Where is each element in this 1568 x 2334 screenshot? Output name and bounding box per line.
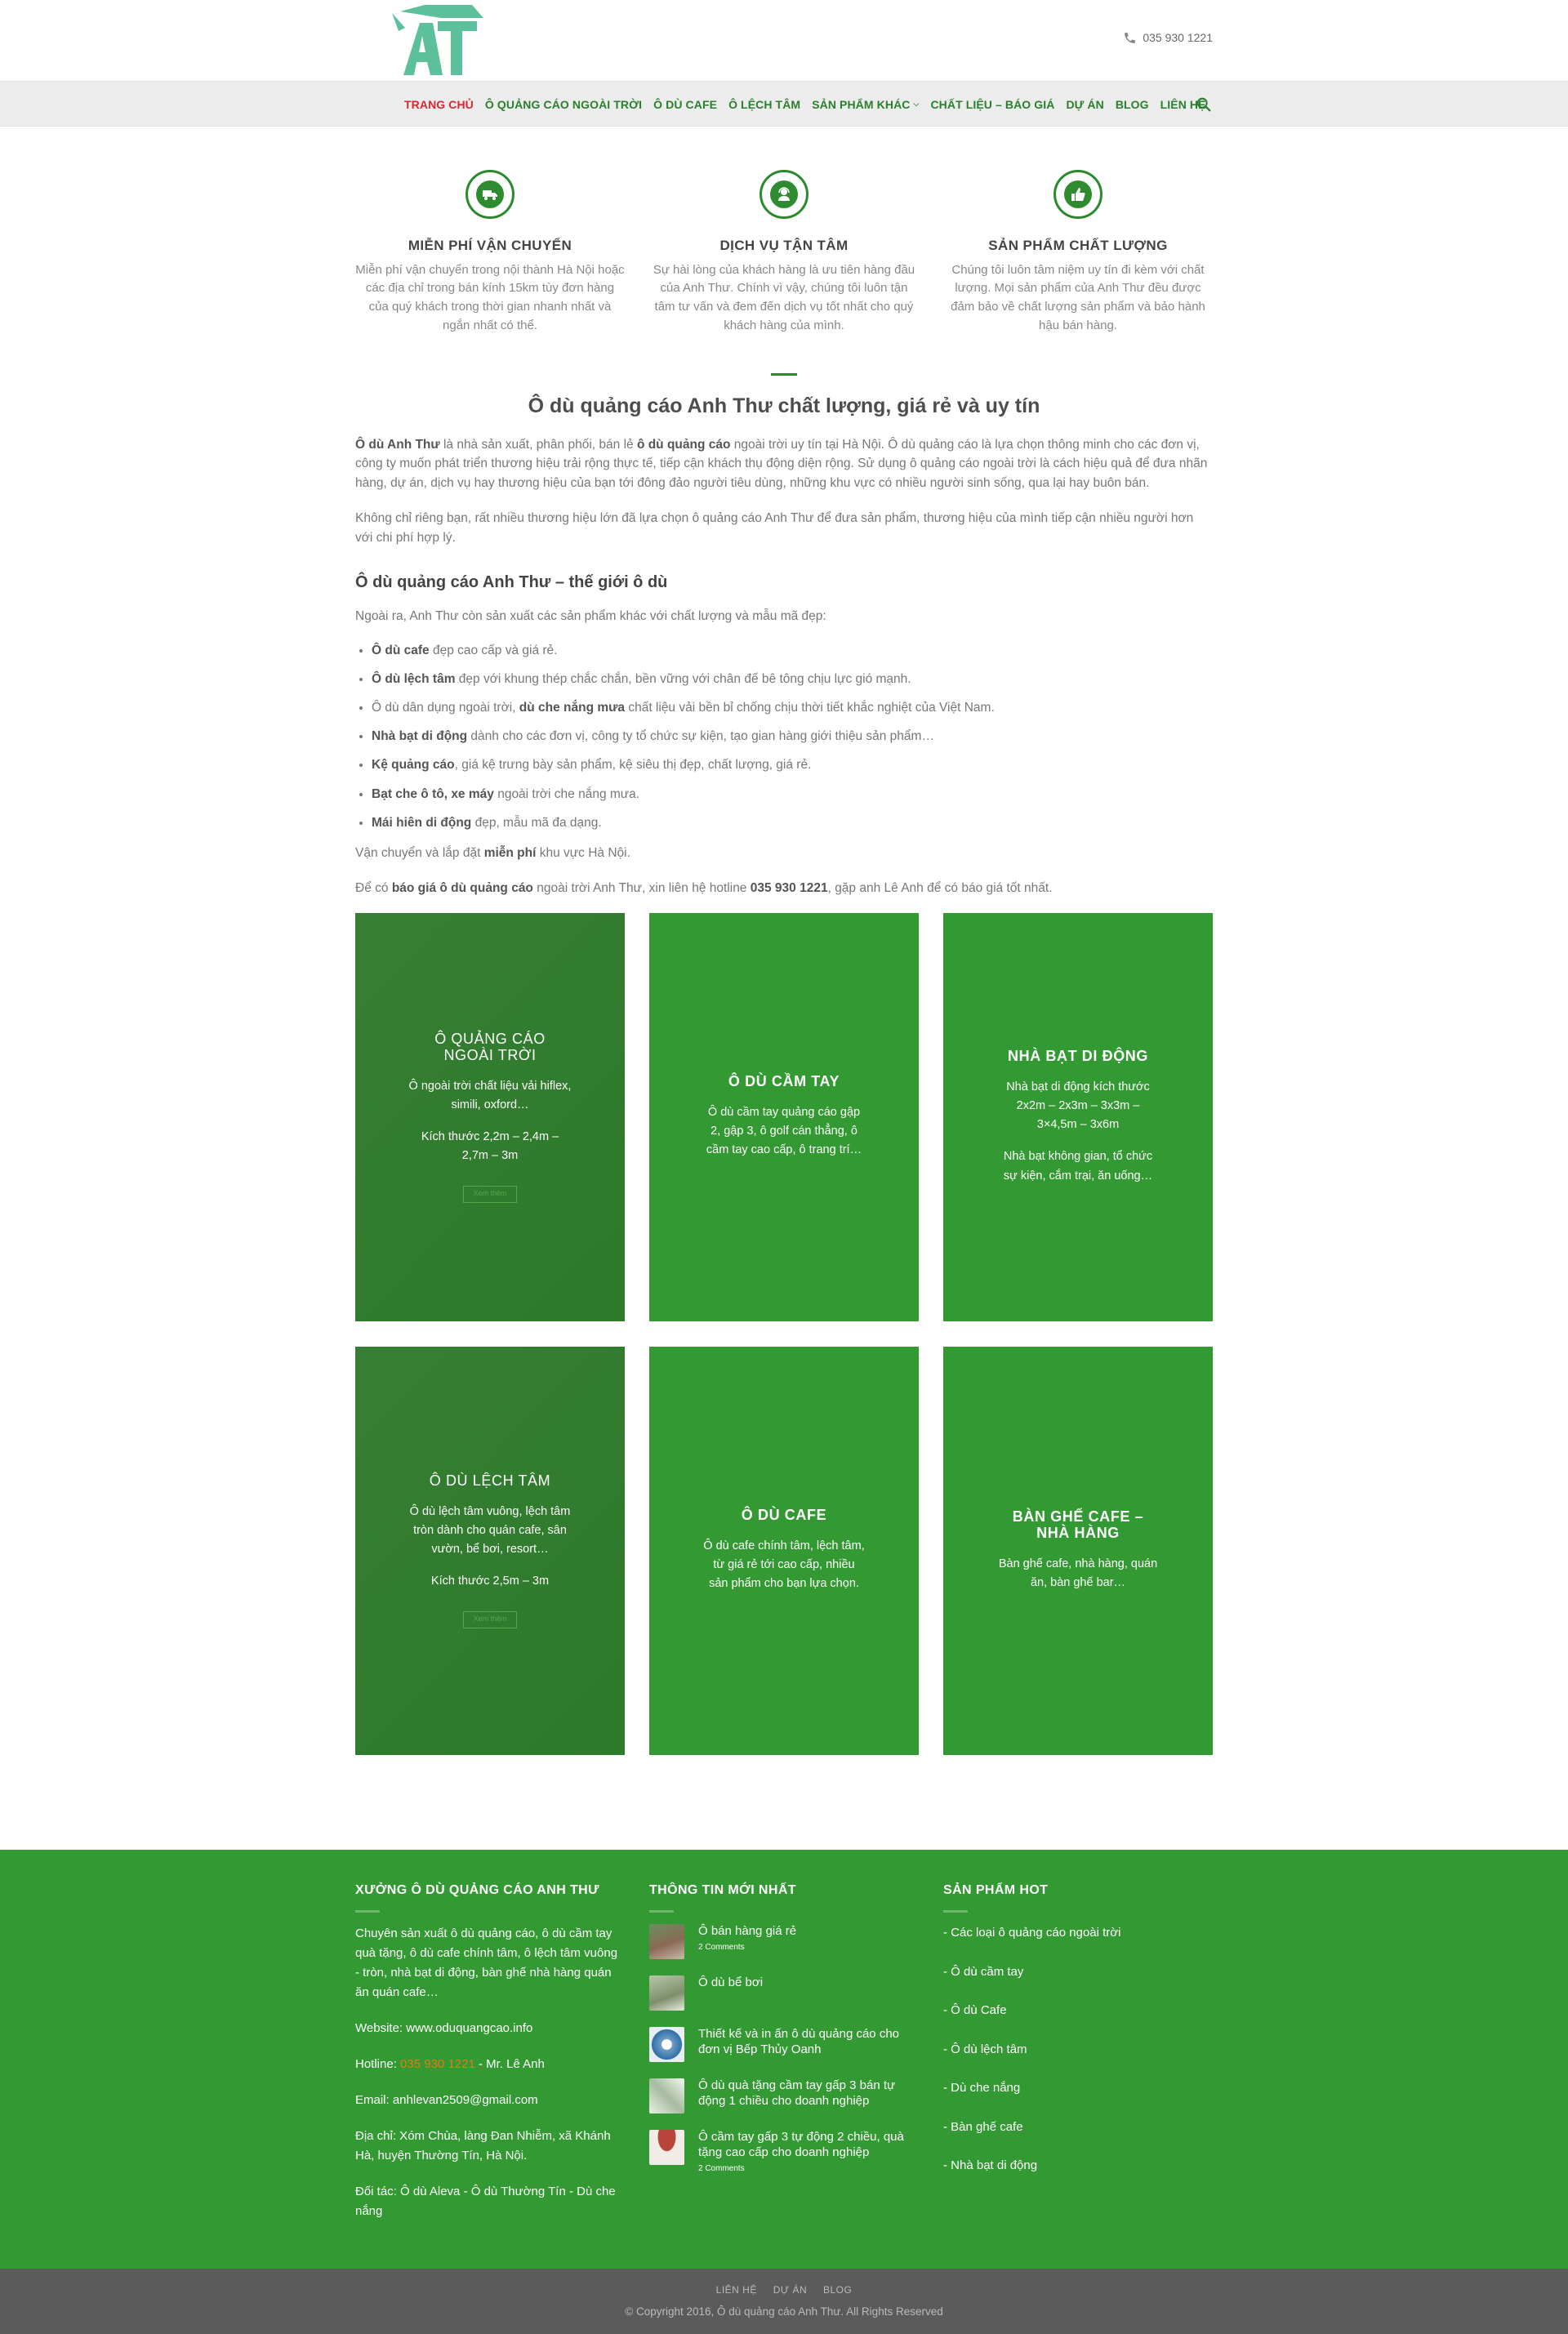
- nav-item-du-an[interactable]: DỰ ÁN: [1066, 97, 1104, 111]
- post-thumbnail[interactable]: [649, 1924, 684, 1959]
- search-icon[interactable]: [1195, 96, 1213, 114]
- footer-col-title: XƯỞNG Ô DÙ QUẢNG CÁO ANH THƯ: [355, 1883, 599, 1897]
- footer-link[interactable]: - Dù che nắng: [943, 2081, 1021, 2095]
- card-more-button[interactable]: Xem thêm: [463, 1186, 517, 1203]
- list-item-bold: Ô dù lệch tâm: [372, 671, 456, 686]
- card-title: Ô QUẢNG CÁO NGOÀI TRỜI: [434, 1031, 546, 1064]
- list-item: [372, 755, 1213, 775]
- feature-icon-circle: [466, 170, 514, 219]
- phone-number: 035 930 1221: [1143, 31, 1213, 44]
- nav-item-trang-chu[interactable]: TRANG CHỦ: [404, 97, 474, 111]
- footer-col-divider: [355, 1910, 380, 1913]
- footer-col-title: THÔNG TIN MỚI NHẤT: [649, 1883, 796, 1897]
- list-item-text: Ô dù dân dụng ngoài trời,: [372, 700, 519, 715]
- feature-icon-circle: [760, 170, 808, 219]
- bottom-bar: [0, 2269, 1568, 2334]
- list-item-bold: Nhà bạt di động: [372, 729, 468, 744]
- product-category-grid: [355, 913, 1213, 1755]
- footer-col-divider: [943, 1910, 968, 1913]
- post-thumbnail[interactable]: [649, 2027, 684, 2062]
- feature-title: MIỄN PHÍ VẬN CHUYỂN: [408, 238, 572, 253]
- post-comments: 2 Comments: [698, 2163, 745, 2173]
- card-text: Kích thước 2,5m – 3m: [430, 1575, 550, 1588]
- phone-icon: [1123, 31, 1137, 45]
- hotline-label: Hotline:: [355, 2057, 401, 2071]
- category-card-ban-ghe[interactable]: [943, 1347, 1213, 1755]
- footer-col-about: [355, 1881, 625, 2238]
- footer: [0, 1850, 1568, 2269]
- category-card-o-du-cam-tay[interactable]: [649, 913, 919, 1321]
- chevron-down-icon: ⌵: [913, 100, 920, 109]
- main-nav: [0, 81, 1568, 127]
- post-item[interactable]: [649, 2130, 919, 2175]
- post-title[interactable]: Ô cầm tay gấp 3 tự động 2 chiều, quà tặng cao cấp cho doanh nghiệp: [698, 2130, 904, 2159]
- card-text: Nhà bạt không gian, tổ chức sự kiện, cắm trại, ăn uống…: [1003, 1150, 1153, 1183]
- bottom-link-du-an[interactable]: DỰ ÁN: [773, 2284, 808, 2296]
- card-title: NHÀ BẠT DI ĐỘNG: [1008, 1048, 1148, 1065]
- header-phone[interactable]: [1123, 29, 1213, 47]
- post-item[interactable]: [649, 1924, 919, 1959]
- footer-col-hot-products: [943, 1881, 1213, 2238]
- features-row: [355, 127, 1213, 336]
- truck-icon: [482, 188, 498, 201]
- nav-item-o-quang-cao[interactable]: Ô QUẢNG CÁO NGOÀI TRỜI: [484, 97, 643, 111]
- article-paragraph: [355, 844, 1213, 863]
- footer-link[interactable]: - Ô dù lệch tâm: [943, 2042, 1027, 2056]
- card-title: Ô DÙ CAFE: [741, 1507, 827, 1524]
- list-item-text: dành cho các đơn vị, công ty tổ chức sự kiện, tạo gian hàng giới thiệu sản phẩm…: [467, 729, 934, 744]
- article-text: khu vực Hà Nội.: [536, 846, 630, 861]
- card-more-button[interactable]: Xem thêm: [463, 1611, 517, 1628]
- hotline-name: - Mr. Lê Anh: [474, 2057, 545, 2071]
- copyright: © Copyright 2016, Ô dù quảng cáo Anh Thư. All Rights Reserved: [625, 2305, 943, 2318]
- list-item: [372, 670, 1213, 689]
- feature-free-shipping: [355, 170, 625, 336]
- list-item-bold: Mái hiên di động: [372, 815, 472, 830]
- article-text: Vận chuyển và lắp đặt: [355, 846, 484, 861]
- customer-service-icon: [776, 186, 792, 203]
- list-item: [372, 813, 1213, 833]
- category-card-o-du-cafe[interactable]: [649, 1347, 919, 1755]
- page-title: Ô dù quảng cáo Anh Thư chất lượng, giá rẻ và uy tín: [528, 394, 1040, 418]
- footer-col-latest-posts: [649, 1881, 919, 2238]
- card-text: Ô ngoài trời chất liệu vải hiflex, simili, oxford…: [408, 1079, 572, 1111]
- article-paragraph: Ngoài ra, Anh Thư còn sản xuất các sản phẩm khác với chất lượng và mẫu mã đẹp:: [355, 608, 826, 623]
- category-card-o-quang-cao[interactable]: [355, 913, 625, 1321]
- footer-link[interactable]: - Các loại ô quảng cáo ngoài trời: [943, 1926, 1121, 1940]
- footer-link[interactable]: - Ô dù Cafe: [943, 2003, 1007, 2017]
- article-bold: báo giá ô dù quảng cáo: [391, 881, 533, 896]
- nav-item-blog[interactable]: BLOG: [1115, 97, 1149, 111]
- list-item: [372, 785, 1213, 804]
- post-item[interactable]: [649, 2078, 919, 2114]
- article-text: , gặp anh Lê Anh để có báo giá tốt nhất.: [827, 881, 1053, 896]
- feature-icon-circle: [1054, 170, 1102, 219]
- card-text: Bàn ghế cafe, nhà hàng, quán ăn, bàn ghế bar…: [998, 1557, 1158, 1589]
- article-text: là nhà sản xuất, phân phối, bán lẻ: [439, 437, 637, 452]
- footer-link[interactable]: - Bàn ghế cafe: [943, 2119, 1023, 2134]
- bottom-links: [0, 2283, 1568, 2297]
- post-comments: 2 Comments: [698, 1942, 745, 1952]
- hotline-number[interactable]: 035 930 1221: [400, 2057, 475, 2071]
- list-item-bold: Kệ quảng cáo: [372, 758, 455, 773]
- list-item-text: ngoài trời che nắng mưa.: [493, 786, 640, 801]
- feature-text: Chúng tôi luôn tâm niệm uy tín đi kèm với chất lượng. Mọi sản phẩm của Anh Thư đều được đảm bảo về chất lượng sản phẩm và bảo hành hậu bán hàng.: [951, 262, 1205, 333]
- footer-link[interactable]: - Nhà bạt di động: [943, 2158, 1038, 2172]
- list-item: [372, 641, 1213, 661]
- feature-text: Miễn phí vận chuyển trong nội thành Hà Nội hoặc các địa chỉ trong bán kính 15km tùy đơn hàng của quý khách trong thời gian nhanh nhất và ngắn nhất có thể.: [355, 262, 625, 333]
- post-title[interactable]: Ô bán hàng giá rẻ: [698, 1924, 797, 1938]
- list-item-text: đẹp với khung thép chắc chắn, bền vững với chân đế bê tông chịu lực gió mạnh.: [455, 671, 911, 686]
- footer-email[interactable]: Email: anhlevan2509@gmail.com: [355, 2093, 538, 2107]
- card-text: Kích thước 2,2m – 2,4m – 2,7m – 3m: [421, 1130, 559, 1163]
- footer-about-text: Chuyên sản xuất ô dù quảng cáo, ô dù cầm tay quà tặng, ô dù cafe chính tâm, ô lệch tâm vuông - tròn, nhà bạt di động, bàn ghế nhà hàng quán ăn quán cafe…: [355, 1926, 618, 1999]
- article-body: [355, 435, 1213, 898]
- nav-item-o-du-cafe[interactable]: Ô DÙ CAFE: [653, 97, 718, 111]
- article-bold: 035 930 1221: [750, 881, 828, 896]
- post-thumbnail[interactable]: [649, 2078, 684, 2114]
- article-bold: miễn phí: [483, 846, 537, 861]
- card-text: Ô dù cafe chính tâm, lệch tâm, từ giá rẻ tới cao cấp, nhiều sản phẩm cho bạn lựa chọn.: [703, 1539, 865, 1591]
- post-title[interactable]: Ô dù quà tặng cầm tay gấp 3 bán tự động 1 chiều cho doanh nghiệp: [698, 2078, 896, 2108]
- category-card-o-lech-tam[interactable]: [355, 1347, 625, 1755]
- feature-text: Sự hài lòng của khách hàng là ưu tiên hàng đầu của Anh Thư. Chính vì vậy, chúng tôi luôn tận tâm tư vấn và đem đến dịch vụ tốt nhất cho quý khách hàng của mình.: [653, 262, 915, 333]
- section-divider: [771, 373, 797, 376]
- list-item-text: chất liệu vải bền bỉ chống chịu thời tiết khắc nghiệt của Việt Nam.: [625, 700, 995, 715]
- card-text: Ô dù cầm tay quảng cáo gập 2, gập 3, ô golf cán thẳng, ô cầm tay cao cấp, ô trang trí…: [706, 1106, 862, 1157]
- bottom-link-lien-he[interactable]: LIÊN HỆ: [715, 2284, 757, 2296]
- post-item[interactable]: [649, 2027, 919, 2062]
- article-bold: ô dù quảng cáo: [636, 437, 731, 452]
- post-title[interactable]: Thiết kế và in ấn ô dù quảng cáo cho đơn vị Bếp Thủy Oanh: [698, 2027, 900, 2056]
- main-content: [355, 127, 1213, 1755]
- card-text: Nhà bạt di động kích thước 2x2m – 2x3m – 3x3m – 3×4,5m – 3x6m: [1006, 1080, 1150, 1132]
- nav-item-san-pham-khac-label: SẢN PHẨM KHÁC: [812, 97, 911, 111]
- nav-item-lien-he[interactable]: LIÊN HỆ: [1160, 97, 1206, 111]
- article-bold: Ô dù Anh Thư: [355, 437, 440, 452]
- list-item-bold: Ô dù cafe: [372, 643, 430, 657]
- footer-col-divider: [649, 1910, 674, 1913]
- footer-hotline: [355, 2055, 625, 2074]
- list-item: [372, 727, 1213, 746]
- post-thumbnail[interactable]: [649, 1975, 684, 2011]
- post-thumbnail[interactable]: [649, 2130, 684, 2165]
- footer-col-title: SẢN PHẨM HOT: [943, 1883, 1049, 1897]
- article-paragraph-intro: [355, 435, 1213, 493]
- feature-title: SẢN PHẨM CHẤT LƯỢNG: [988, 238, 1168, 253]
- footer-partners: Đối tác: Ô dù Aleva - Ô dù Thường Tín - Dù che nắng: [355, 2185, 616, 2218]
- article-subheading: Ô dù quảng cáo Anh Thư – thế giới ô dù: [355, 573, 668, 592]
- card-title: BÀN GHẾ CAFE – NHÀ HÀNG: [1012, 1508, 1144, 1541]
- category-card-nha-bat[interactable]: [943, 913, 1213, 1321]
- article-paragraph: [355, 879, 1213, 898]
- footer-website[interactable]: Website: www.oduquangcao.info: [355, 2021, 533, 2035]
- article-paragraph: Không chỉ riêng bạn, rất nhiều thương hiệu lớn đã lựa chọn ô quảng cáo Anh Thư để đưa sản phẩm, thương hiệu của mình tiếp cận nhiều người hơn với chi phí hợp lý.: [355, 510, 1194, 545]
- card-text: Ô dù lệch tâm vuông, lệch tâm tròn dành cho quán cafe, sân vườn, bể bơi, resort…: [409, 1504, 571, 1557]
- list-item-bold: dù che nắng mưa: [519, 700, 626, 715]
- list-item-bold: Bạt che ô tô, xe máy: [372, 786, 494, 801]
- post-item[interactable]: [649, 1975, 919, 2011]
- feature-dedicated-service: [649, 170, 919, 336]
- product-list: [372, 641, 1213, 833]
- footer-address: Địa chỉ: Xóm Chùa, làng Đan Nhiễm, xã Khánh Hà, huyện Thường Tín, Hà Nội.: [355, 2129, 611, 2163]
- nav-item-chat-lieu-bao-gia[interactable]: CHẤT LIỆU – BÁO GIÁ: [930, 97, 1055, 111]
- nav-item-o-lech-tam[interactable]: Ô LỆCH TÂM: [728, 97, 801, 111]
- feature-quality-product: [943, 170, 1213, 336]
- list-item-text: đẹp cao cấp và giá rẻ.: [429, 643, 558, 657]
- footer-link[interactable]: - Ô dù cầm tay: [943, 1964, 1024, 1979]
- bottom-link-blog[interactable]: BLOG: [822, 2284, 853, 2296]
- post-title[interactable]: Ô dù bể bơi: [698, 1975, 764, 1989]
- card-title: Ô DÙ LỆCH TÂM: [429, 1472, 551, 1490]
- anh-thu-logo[interactable]: [392, 3, 483, 78]
- thumbs-up-icon: [1070, 186, 1086, 203]
- list-item: [372, 698, 1213, 718]
- feature-title: DỊCH VỤ TẬN TÂM: [719, 238, 849, 253]
- article-text: Để có: [355, 881, 392, 896]
- article-text: ngoài trời Anh Thư, xin liên hệ hotline: [532, 881, 751, 896]
- list-item-text: đẹp, mẫu mã đa dạng.: [471, 815, 602, 830]
- nav-item-san-pham-khac[interactable]: [812, 96, 919, 114]
- card-title: Ô DÙ CẦM TAY: [728, 1073, 840, 1090]
- article-text: ngoài trời uy tín tại Hà Nội. Ô dù quảng cáo là lựa chọn thông minh cho các đơn vị, công ty muốn phát triển thương hiệu trải rộng thực tế, tiếp cận khách thụ động diện rộng. Sử dụng ô quảng cáo ngoài trời là cách hiệu quả để đưa nhãn hàng, dự án, dịch vụ hay thương hiệu của bạn tới đông đảo người tiêu dùng, những khu vực có nhiều người sinh sống, qua lại hay buôn bán.: [355, 437, 1208, 491]
- list-item-text: , giá kệ trưng bày sản phẩm, kệ siêu thị đẹp, chất lượng, giá rẻ.: [454, 758, 812, 773]
- top-bar: [0, 0, 1568, 81]
